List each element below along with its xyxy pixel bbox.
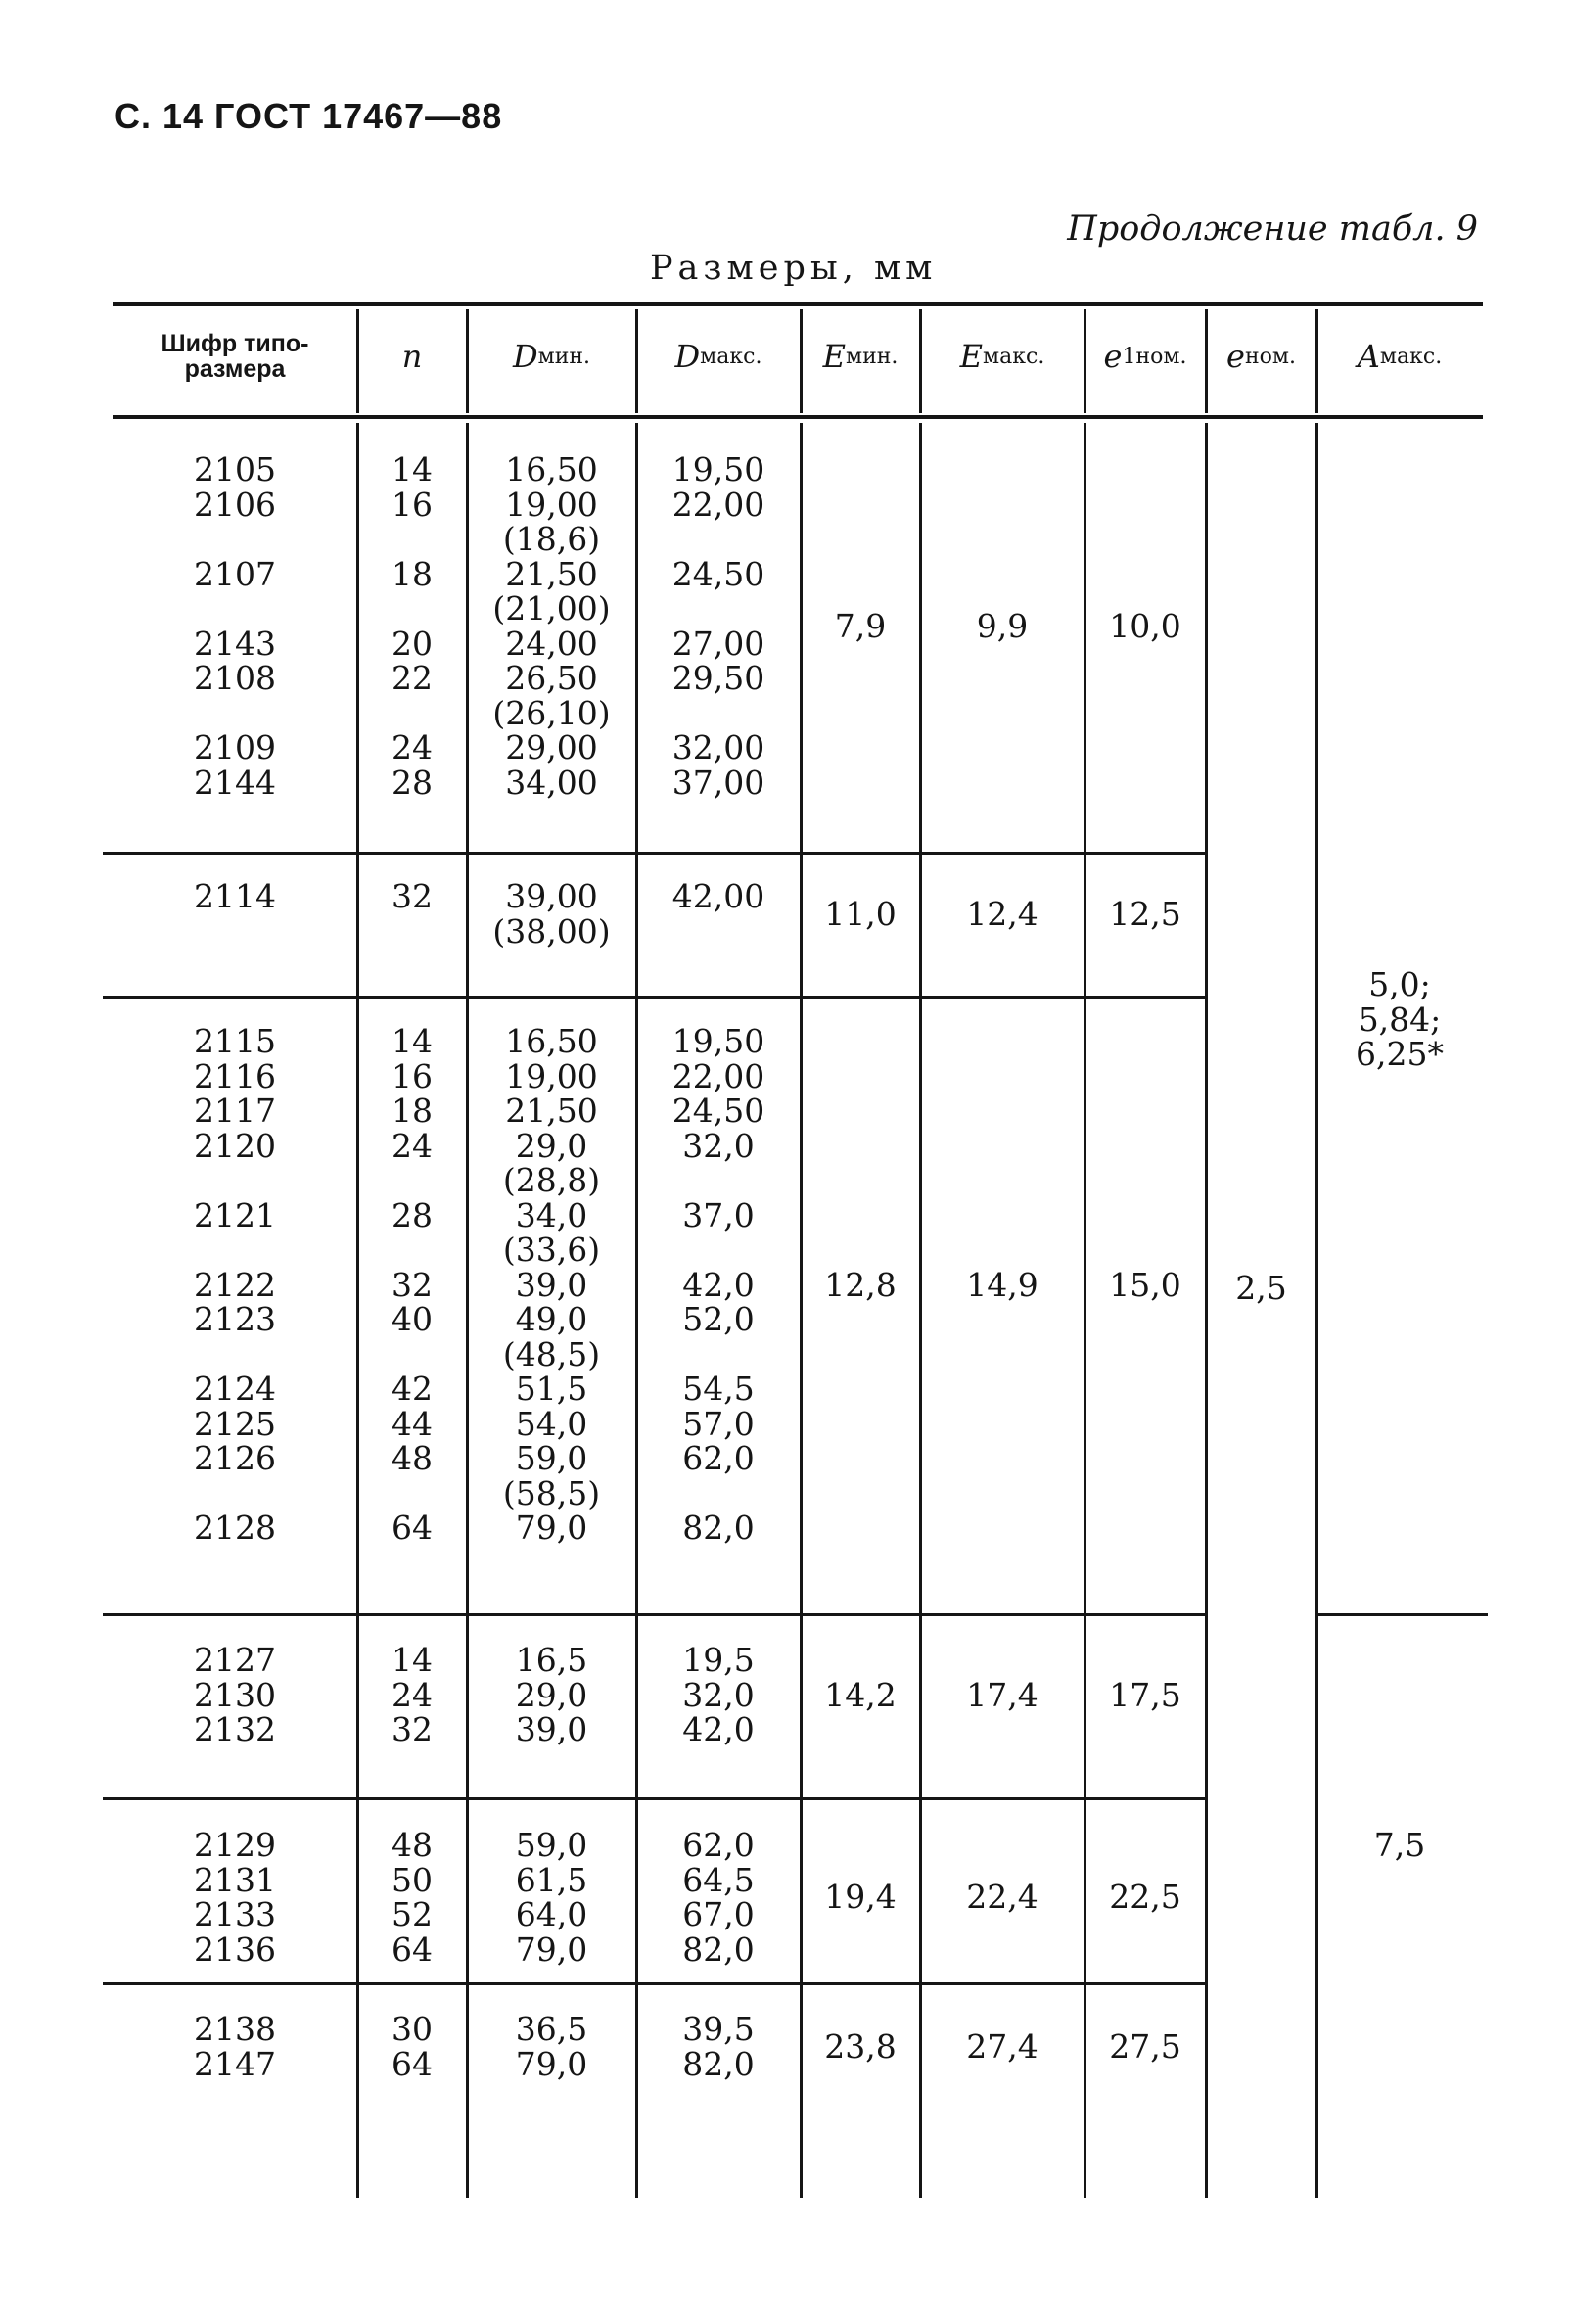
cell-code: 2109: [194, 728, 276, 767]
cell-dmax: 22,00: [671, 1056, 765, 1095]
header-amax-symbol: A: [1357, 338, 1380, 375]
header-dmin-symbol: D: [512, 338, 538, 375]
amax-line: 5,0;: [1368, 965, 1431, 1003]
merged-e1nom: 12,5: [1109, 894, 1181, 933]
table-top-rule: [113, 302, 1483, 306]
cell-dmin: 19,00: [505, 1056, 598, 1095]
cell-dmin: 16,50: [505, 450, 598, 488]
cell-dmax: 57,0: [682, 1404, 755, 1443]
cell-code: 2127: [194, 1641, 276, 1679]
cell-dmin: (58,5): [502, 1473, 601, 1512]
cell-dmax: 82,0: [682, 2044, 755, 2083]
cell-code: 2132: [194, 1710, 276, 1748]
cell-code: 2126: [194, 1439, 276, 1477]
cell-code: 2136: [194, 1929, 276, 1969]
header-dmax: [636, 307, 801, 405]
header-cipher: [113, 307, 357, 405]
group-separator: [103, 852, 1206, 855]
cell-dmin: (48,5): [502, 1334, 601, 1373]
cell-dmin: 24,00: [505, 624, 598, 663]
merged-emax: 12,4: [966, 894, 1038, 933]
amax-separator: [1316, 1613, 1488, 1616]
page-header: С. 14 ГОСТ 17467—88: [115, 96, 503, 136]
cell-n: 18: [392, 1092, 433, 1130]
cell-dmax: 62,0: [682, 1826, 755, 1864]
cell-n: 28: [392, 763, 433, 802]
cell-dmin: 21,50: [505, 554, 598, 593]
group-separator: [103, 1982, 1206, 1985]
cell-code: 2125: [194, 1404, 276, 1443]
cell-code: 2128: [194, 1509, 276, 1547]
cell-code: 2114: [194, 877, 276, 915]
cell-code: 2117: [194, 1092, 276, 1130]
cell-dmin: 49,0: [515, 1300, 588, 1338]
cell-dmax: 39,5: [682, 2010, 755, 2048]
cell-dmin: 59,0: [515, 1826, 588, 1864]
cell-dmax: 24,50: [671, 1092, 765, 1130]
header-enom: [1206, 307, 1316, 405]
merged-e1nom: 10,0: [1109, 606, 1181, 645]
cell-dmin: 34,00: [505, 763, 598, 802]
cell-n: 22: [392, 659, 433, 697]
column-rule: [1084, 423, 1086, 2198]
cell-code: 2121: [194, 1195, 276, 1234]
header-emin: [801, 307, 920, 405]
cell-code: 2108: [194, 659, 276, 697]
cell-n: 16: [392, 485, 433, 524]
group-separator: [103, 1613, 1206, 1616]
header-dmin: [467, 307, 636, 405]
merged-e1nom: 15,0: [1109, 1265, 1181, 1304]
cell-code: 2107: [194, 554, 276, 593]
header-amax: [1316, 307, 1483, 405]
cell-n: 24: [392, 1675, 433, 1714]
cell-n: 14: [392, 1022, 433, 1060]
cell-n: 30: [392, 2010, 433, 2048]
cell-n: 42: [392, 1370, 433, 1408]
merged-emin: 11,0: [824, 894, 897, 933]
cell-n: 64: [392, 1929, 433, 1969]
cell-dmax: 64,5: [682, 1860, 755, 1899]
cell-dmin: (18,6): [502, 520, 601, 558]
header-emax: [920, 307, 1084, 405]
table-header-rule: [113, 415, 1483, 419]
header-emin-subscript: мин.: [845, 344, 899, 369]
merged-emax: 17,4: [966, 1675, 1038, 1714]
cell-dmax: 19,50: [671, 1022, 765, 1060]
cell-code: 2131: [194, 1860, 276, 1899]
cell-dmin: 29,00: [505, 728, 598, 767]
cell-dmax: 82,0: [682, 1509, 755, 1547]
cell-code: 2105: [194, 450, 276, 488]
table-continuation-note: Продолжение табл. 9: [1067, 209, 1478, 249]
amax-line: 6,25*: [1356, 1035, 1444, 1073]
cell-dmin: (38,00): [492, 911, 611, 951]
cell-n: 64: [392, 1509, 433, 1547]
cell-dmin: 21,50: [505, 1092, 598, 1130]
cell-code: 2116: [194, 1056, 276, 1095]
merged-emax: 27,4: [966, 2026, 1038, 2066]
header-e1nom-subscript: 1ном.: [1122, 344, 1187, 369]
cell-dmin: 79,0: [515, 2044, 588, 2083]
cell-n: 28: [392, 1195, 433, 1234]
header-dmin-subscript: мин.: [537, 344, 591, 369]
header-emin-symbol: E: [822, 338, 846, 375]
cell-code: 2147: [194, 2044, 276, 2083]
cell-dmin: 54,0: [515, 1404, 588, 1443]
cell-n: 48: [392, 1439, 433, 1477]
merged-emin: 7,9: [834, 606, 887, 645]
cell-dmax: 82,0: [682, 1929, 755, 1969]
group-separator: [103, 1797, 1206, 1800]
header-amax-subscript: макс.: [1379, 344, 1443, 369]
cell-code: 2130: [194, 1675, 276, 1714]
cell-dmin: 79,0: [515, 1509, 588, 1547]
cell-code: 2124: [194, 1370, 276, 1408]
cell-code: 2143: [194, 624, 276, 663]
header-e1nom: [1084, 307, 1206, 405]
column-rule: [1205, 423, 1208, 2198]
cell-dmax: 42,0: [682, 1710, 755, 1748]
cell-dmin: (28,8): [502, 1161, 601, 1199]
cell-dmin: (26,10): [492, 693, 611, 732]
cell-n: 20: [392, 624, 433, 663]
cell-dmin: 19,00: [505, 485, 598, 524]
merged-amax: [1316, 1828, 1483, 1863]
cell-dmax: 32,00: [671, 728, 765, 767]
cell-dmax: 19,5: [682, 1641, 755, 1679]
merged-emin: 12,8: [824, 1265, 897, 1304]
cell-dmax: 42,0: [682, 1265, 755, 1304]
header-emax-subscript: макс.: [983, 344, 1045, 369]
column-rule: [919, 423, 922, 2198]
cell-dmax: 22,00: [671, 485, 765, 524]
cell-code: 2133: [194, 1895, 276, 1933]
cell-dmin: 34,0: [515, 1195, 588, 1234]
cell-code: 2115: [194, 1022, 276, 1060]
cell-dmax: 37,0: [682, 1195, 755, 1234]
header-n-label: n: [401, 338, 423, 375]
cell-dmax: 67,0: [682, 1895, 755, 1933]
merged-emax: 22,4: [966, 1878, 1038, 1917]
cell-dmin: 59,0: [515, 1439, 588, 1477]
amax-line: 5,84;: [1358, 999, 1442, 1039]
header-e1nom-symbol: e: [1103, 338, 1123, 375]
header-dmax-subscript: макс.: [700, 344, 762, 369]
header-n: [357, 307, 467, 405]
merged-emin: 14,2: [824, 1675, 897, 1714]
cell-n: 14: [392, 450, 433, 488]
cell-code: 2138: [194, 2010, 276, 2048]
cell-dmin: 64,0: [515, 1895, 588, 1933]
cell-dmax: 24,50: [671, 554, 765, 593]
column-rule: [1315, 423, 1318, 2198]
cell-n: 32: [392, 1265, 433, 1304]
cell-n: 44: [392, 1404, 433, 1443]
merged-e1nom: 17,5: [1109, 1675, 1181, 1714]
cell-dmin: (33,6): [502, 1231, 601, 1269]
cell-dmin: 39,0: [515, 1710, 588, 1748]
cell-dmin: 39,0: [515, 1265, 588, 1304]
cell-n: 48: [392, 1826, 433, 1864]
header-enom-symbol: e: [1226, 338, 1245, 375]
merged-amax: [1316, 967, 1483, 1072]
merged-emax: 9,9: [976, 606, 1029, 645]
cell-code: 2120: [194, 1126, 276, 1165]
merged-e1nom: 27,5: [1109, 2026, 1181, 2066]
cell-n: 24: [392, 728, 433, 767]
header-dmax-symbol: D: [674, 338, 701, 375]
cell-dmax: 27,00: [671, 624, 765, 663]
cell-dmin: 79,0: [515, 1929, 588, 1969]
cell-dmin: 26,50: [505, 659, 598, 697]
cell-dmin: 16,5: [515, 1641, 588, 1679]
cell-n: 32: [392, 877, 433, 915]
cell-dmax: 52,0: [682, 1300, 755, 1338]
cell-dmin: 16,50: [505, 1022, 598, 1060]
cell-code: 2106: [194, 485, 276, 524]
cell-code: 2123: [194, 1300, 276, 1338]
merged-emin: 19,4: [824, 1878, 897, 1917]
merged-enom: 2,5: [1235, 1269, 1287, 1307]
cell-n: 50: [392, 1860, 433, 1899]
group-separator: [103, 996, 1206, 999]
cell-dmin: 29,0: [515, 1675, 588, 1714]
cell-dmin: 51,5: [515, 1370, 588, 1408]
cell-n: 40: [392, 1300, 433, 1338]
header-emax-symbol: E: [959, 338, 984, 375]
cell-n: 14: [392, 1641, 433, 1679]
cell-dmax: 37,00: [671, 763, 765, 802]
cell-n: 18: [392, 554, 433, 593]
cell-code: 2129: [194, 1826, 276, 1864]
cell-dmin: 61,5: [515, 1860, 588, 1899]
cell-dmax: 42,00: [671, 877, 765, 915]
merged-emin: 23,8: [824, 2026, 897, 2066]
cell-n: 52: [392, 1895, 433, 1933]
cell-dmin: 39,00: [505, 877, 598, 915]
cell-n: 64: [392, 2044, 433, 2083]
cell-n: 16: [392, 1056, 433, 1095]
cell-dmax: 62,0: [682, 1439, 755, 1477]
cell-n: 32: [392, 1710, 433, 1748]
amax-line: 7,5: [1373, 1826, 1426, 1864]
cell-dmax: 29,50: [671, 659, 765, 697]
merged-emax: 14,9: [966, 1265, 1038, 1304]
cell-dmax: 32,0: [682, 1675, 755, 1714]
cell-dmin: 36,5: [515, 2010, 588, 2048]
cell-dmin: 29,0: [515, 1126, 588, 1165]
cell-dmax: 19,50: [671, 450, 765, 488]
cell-dmax: 54,5: [682, 1370, 755, 1408]
merged-e1nom: 22,5: [1109, 1878, 1181, 1917]
cell-code: 2122: [194, 1265, 276, 1304]
cell-n: 24: [392, 1126, 433, 1165]
header-cipher-label: Шифр типо- размера: [161, 330, 309, 383]
table-units: Размеры, мм: [650, 249, 938, 288]
cell-dmin: (21,00): [492, 589, 611, 627]
cell-code: 2144: [194, 763, 276, 802]
cell-dmax: 32,0: [682, 1126, 755, 1165]
header-enom-subscript: ном.: [1244, 344, 1296, 369]
